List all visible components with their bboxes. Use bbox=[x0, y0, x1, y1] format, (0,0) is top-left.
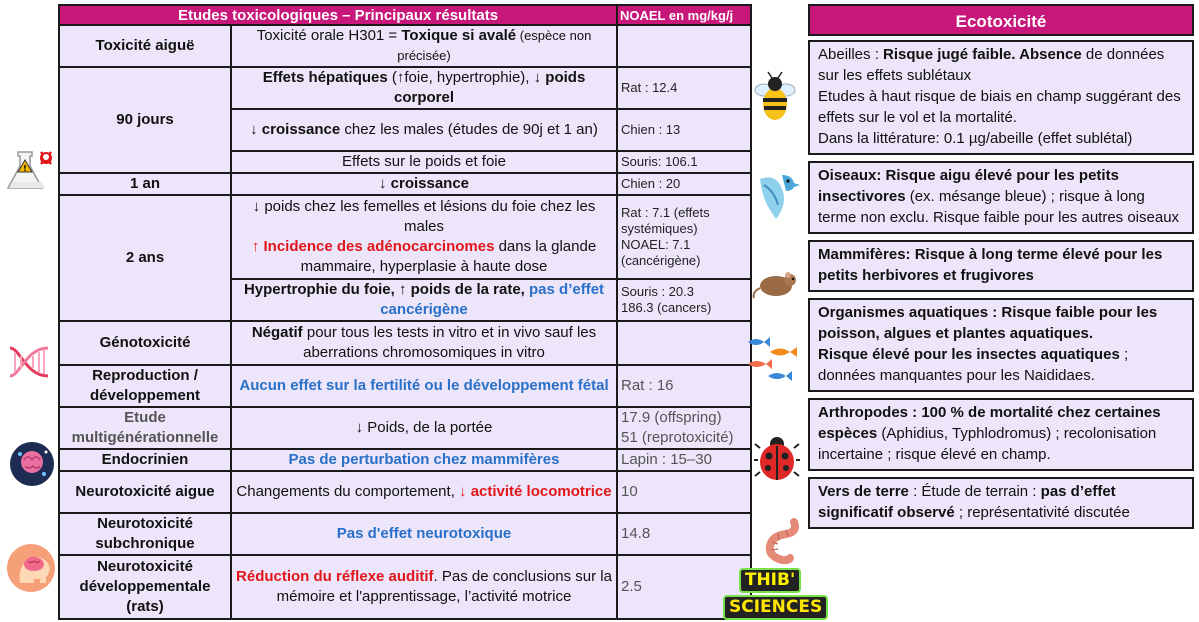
table-row bbox=[59, 513, 751, 555]
category-endocrine: Endocrinien bbox=[59, 449, 231, 471]
result-90-days-3: Effets sur le poids et foie bbox=[231, 151, 617, 173]
category-1-year: 1 an bbox=[59, 173, 231, 195]
ecotoxicity-title: Ecotoxicité bbox=[808, 4, 1194, 36]
table-row bbox=[59, 471, 751, 513]
noael-reproduction: Rat : 16 bbox=[617, 365, 751, 407]
ecotoxicity-panel bbox=[808, 4, 1194, 529]
arthropods-box: Arthropodes : 100 % de mortalité chez certaines espèces (Aphidius, Typhlodromus) ; recolonisation incertaine ; risque élevé en champ. bbox=[808, 398, 1194, 471]
bee-icon bbox=[752, 70, 798, 126]
table-row bbox=[59, 555, 751, 619]
result-developmental-neurotoxicity: Réduction du réflexe auditif. Pas de conclusions sur la mémoire et l'apprentissage, l’activité motrice bbox=[231, 555, 617, 619]
svg-text:!: ! bbox=[23, 164, 27, 173]
result-reproduction: Aucun effet sur la fertilité ou le développement fétal bbox=[231, 365, 617, 407]
fish-icon bbox=[744, 334, 802, 386]
earthworms-box: Vers de terre : Étude de terrain : pas d’effet significatif observé ; représentativité discutée bbox=[808, 477, 1194, 529]
noael-endocrine: Lapin : 15–30 bbox=[617, 449, 751, 471]
noael-2-years-1: Rat : 7.1 (effets systémiques) NOAEL: 7.1 (cancérigène) bbox=[617, 195, 751, 279]
thib-sciences-logo: THIB' SCIENCES bbox=[723, 568, 817, 614]
table-row bbox=[59, 67, 751, 109]
table-row bbox=[59, 321, 751, 365]
dna-icon bbox=[6, 342, 52, 382]
result-1-year: ↓ croissance bbox=[231, 173, 617, 195]
result-acute: Toxicité orale H301 = Toxique si avalé (espèce non précisée) bbox=[231, 25, 617, 67]
table-row bbox=[59, 25, 751, 67]
noael-developmental-neurotoxicity: 2.5 bbox=[617, 555, 751, 619]
category-acute-neurotoxicity: Neurotoxicité aigue bbox=[59, 471, 231, 513]
noael-acute-neurotoxicity: 10 bbox=[617, 471, 751, 513]
head-brain-icon bbox=[6, 543, 56, 593]
table-row bbox=[59, 195, 751, 279]
category-2-years: 2 ans bbox=[59, 195, 231, 321]
table-row bbox=[59, 173, 751, 195]
brain-icon bbox=[8, 440, 56, 488]
noael-90-days-2: Chien : 13 bbox=[617, 109, 751, 151]
category-acute: Toxicité aiguë bbox=[59, 25, 231, 67]
birds-box: Oiseaux: Risque aigu élevé pour les petits insectivores (ex. mésange bleue) ; risque à long terme non exclu. Risque faible pour les autres oiseaux bbox=[808, 161, 1194, 234]
result-subchronic-neurotoxicity: Pas d'effet neurotoxique bbox=[231, 513, 617, 555]
bird-icon bbox=[754, 165, 802, 225]
result-multigenerational: ↓ Poids, de la portée bbox=[231, 407, 617, 449]
category-90-days: 90 jours bbox=[59, 67, 231, 173]
flask-warning-icon bbox=[4, 146, 56, 194]
noael-1-year: Chien : 20 bbox=[617, 173, 751, 195]
noael-90-days-1: Rat : 12.4 bbox=[617, 67, 751, 109]
toxicology-table bbox=[58, 4, 752, 620]
worm-icon bbox=[756, 518, 800, 564]
result-genotoxicity: Négatif pour tous les tests in vitro et in vivo sauf les aberrations chromosomiques in vitro bbox=[231, 321, 617, 365]
result-endocrine: Pas de perturbation chez mammifères bbox=[231, 449, 617, 471]
noael-90-days-3: Souris: 106.1 bbox=[617, 151, 751, 173]
category-reproduction: Reproduction / développement bbox=[59, 365, 231, 407]
result-2-years-1: ↓ poids chez les femelles et lésions du foie chez les males ↑ Incidence des adénocarcinomes dans la glande mammaire, hyperplasie à haute dose bbox=[231, 195, 617, 279]
mammals-box: Mammifères: Risque à long terme élevé pour les petits herbivores et frugivores bbox=[808, 240, 1194, 292]
noael-2-years-2: Souris : 20.3 186.3 (cancers) bbox=[617, 279, 751, 321]
category-subchronic-neurotoxicity: Neurotoxicité subchronique bbox=[59, 513, 231, 555]
mouse-icon bbox=[752, 268, 804, 300]
result-acute-neurotoxicity: Changements du comportement, ↓ activité locomotrice bbox=[231, 471, 617, 513]
category-multigenerational: Etude multigénérationnelle bbox=[59, 407, 231, 449]
header-noael: NOAEL en mg/kg/j bbox=[617, 5, 751, 25]
noael-acute bbox=[617, 25, 751, 67]
result-2-years-2: Hypertrophie du foie, ↑ poids de la rate, pas d’effet cancérigène bbox=[231, 279, 617, 321]
noael-subchronic-neurotoxicity: 14.8 bbox=[617, 513, 751, 555]
aquatic-box: Organismes aquatiques : Risque faible pour les poisson, algues et plantes aquatiques. Risque élevé pour les insectes aquatiques ; données manquantes pour les Naididaes. bbox=[808, 298, 1194, 392]
table-header-row bbox=[59, 5, 751, 25]
table-row bbox=[59, 449, 751, 471]
category-developmental-neurotoxicity: Neurotoxicité développementale (rats) bbox=[59, 555, 231, 619]
result-90-days-1: Effets hépatiques (↑foie, hypertrophie), ↓ poids corporel bbox=[231, 67, 617, 109]
noael-genotoxicity bbox=[617, 321, 751, 365]
bees-box: Abeilles : Risque jugé faible. Absence de données sur les effets sublétaux Etudes à haut risque de biais en champ suggérant des effets sur le vol et la mortalité. Dans la littérature: 0.1 µg/abeille (effet sublétal) bbox=[808, 40, 1194, 155]
ladybug-icon bbox=[754, 434, 800, 484]
result-90-days-2: ↓ croissance chez les males (études de 90j et 1 an) bbox=[231, 109, 617, 151]
table-row bbox=[59, 365, 751, 407]
table-row bbox=[59, 407, 751, 449]
category-genotoxicity: Génotoxicité bbox=[59, 321, 231, 365]
noael-multigenerational: 17.9 (offspring) 51 (reprotoxicité) bbox=[617, 407, 751, 449]
header-results: Etudes toxicologiques – Principaux résultats bbox=[59, 5, 617, 25]
